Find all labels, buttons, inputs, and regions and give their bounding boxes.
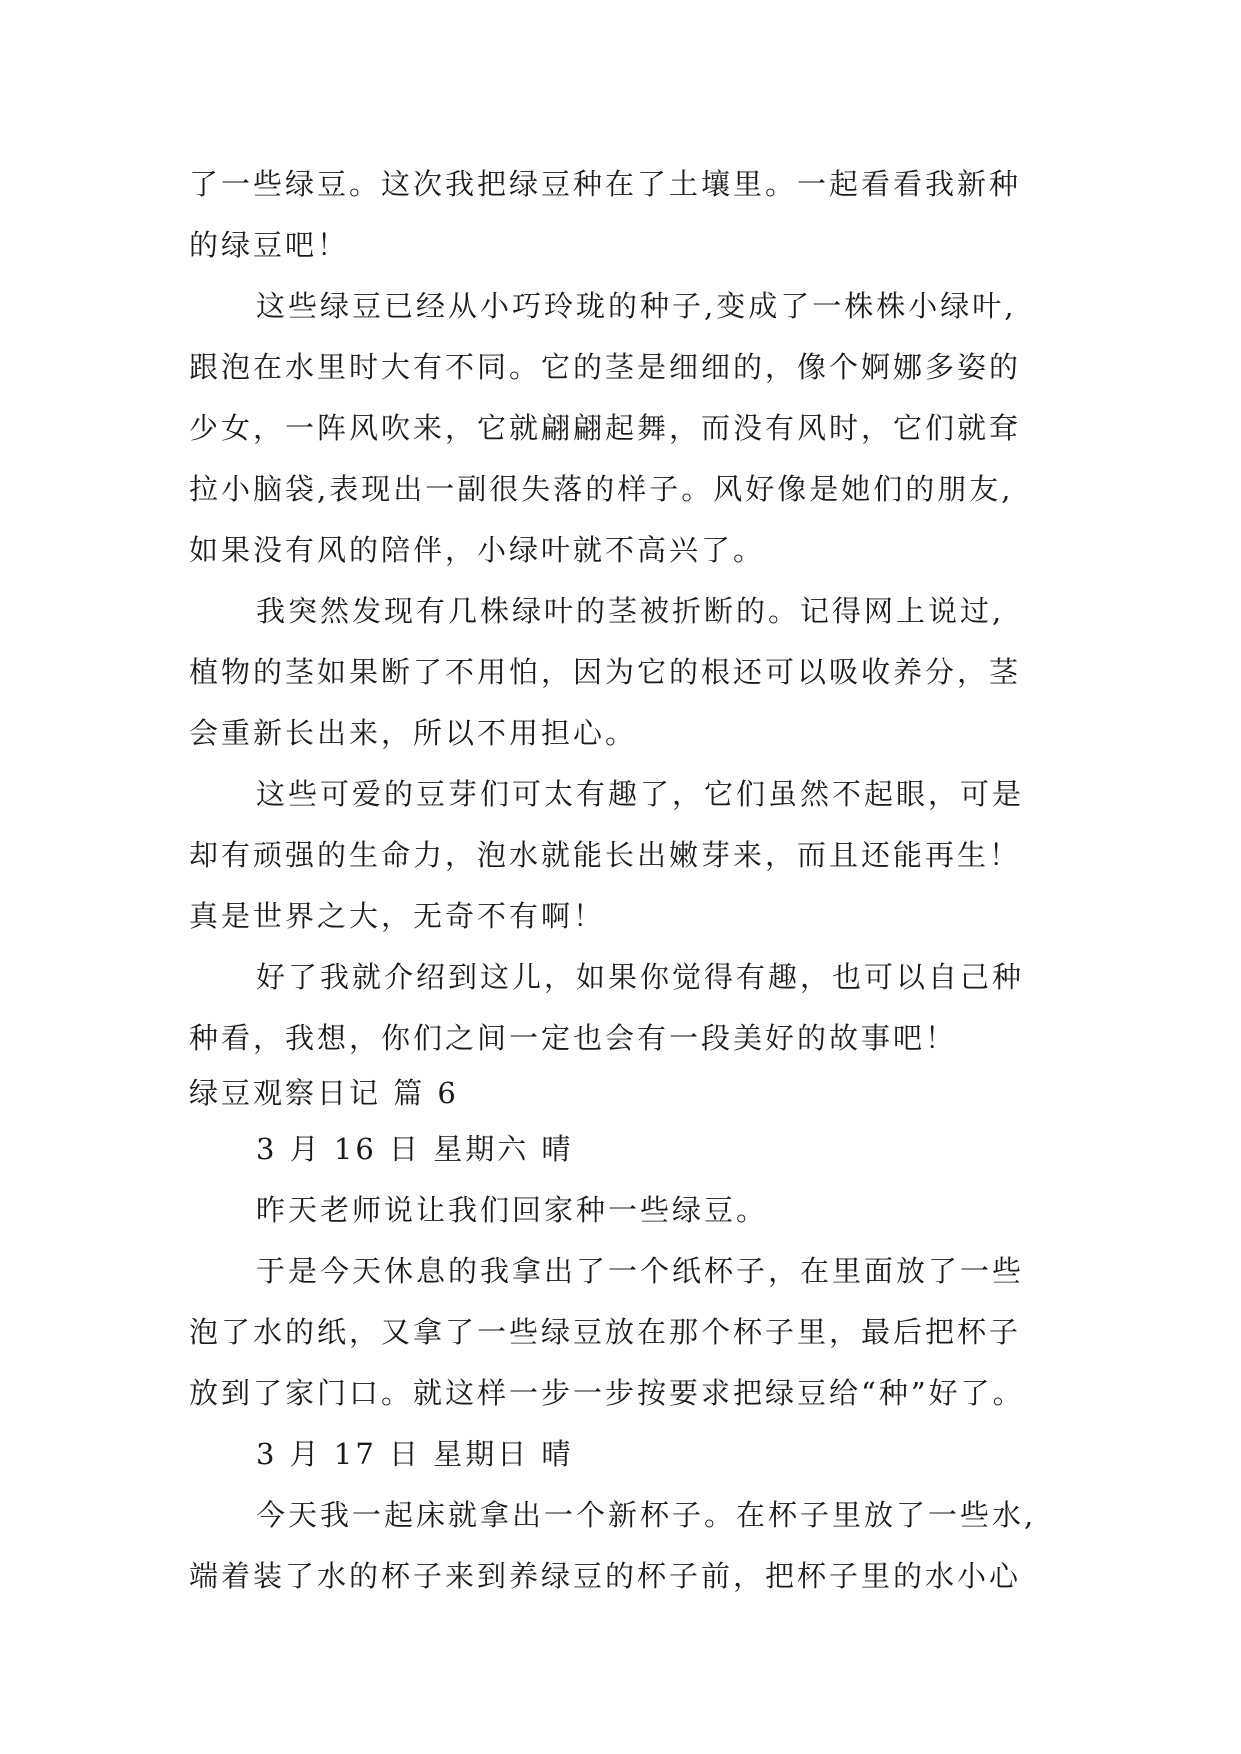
entry-date-1: 3 月 16 日 星期六 晴 [256,1132,574,1166]
text-line-8: 我突然发现有几株绿叶的茎被折断的。记得网上说过, [256,594,1005,628]
entry-date-2: 3 月 17 日 星期日 晴 [256,1437,574,1471]
text-line-6: 拉小脑袋,表现出一副很失落的样子。风好像是她们的朋友, [189,472,1014,506]
text-line-9: 植物的茎如果断了不用怕，因为它的根还可以吸收养分，茎 [189,655,1022,689]
text-line-10: 会重新长出来，所以不用担心。 [189,716,638,750]
text-line-3: 这些绿豆已经从小巧玲珑的种子,变成了一株株小绿叶, [256,289,1017,323]
text-line-20: 泡了水的纸，又拿了一些绿豆放在那个杯子里，最后把杯子 [189,1315,1022,1349]
text-line-13: 真是世界之大，无奇不有啊！ [189,899,606,933]
text-line-14: 好了我就介绍到这儿，如果你觉得有趣，也可以自己种 [256,960,1025,994]
text-line-7: 如果没有风的陪伴，小绿叶就不高兴了。 [189,533,766,567]
text-line-2: 的绿豆吧！ [189,228,350,262]
text-line-24: 端着装了水的杯子来到养绿豆的杯子前，把杯子里的水小心 [189,1559,1022,1593]
text-line-23: 今天我一起床就拿出一个新杯子。在杯子里放了一些水, [256,1498,1037,1532]
text-line-4: 跟泡在水里时大有不同。它的茎是细细的，像个婀娜多姿的 [189,350,1022,384]
text-line-11: 这些可爱的豆芽们可太有趣了，它们虽然不起眼，可是 [256,777,1025,811]
text-line-21: 放到了家门口。就这样一步一步按要求把绿豆给“种”好了。 [189,1376,1025,1410]
text-line-5: 少女，一阵风吹来，它就翩翩起舞，而没有风时，它们就耷 [189,411,1022,445]
text-line-1: 了一些绿豆。这次我把绿豆种在了土壤里。一起看看我新种 [189,167,1022,201]
text-line-18: 昨天老师说让我们回家种一些绿豆。 [256,1193,769,1227]
text-line-12: 却有顽强的生命力，泡水就能长出嫩芽来，而且还能再生！ [189,838,1022,872]
text-line-19: 于是今天休息的我拿出了一个纸杯子，在里面放了一些 [256,1254,1025,1288]
text-line-15: 种看，我想，你们之间一定也会有一段美好的故事吧！ [189,1021,958,1055]
section-heading: 绿豆观察日记 篇 6 [189,1076,459,1110]
